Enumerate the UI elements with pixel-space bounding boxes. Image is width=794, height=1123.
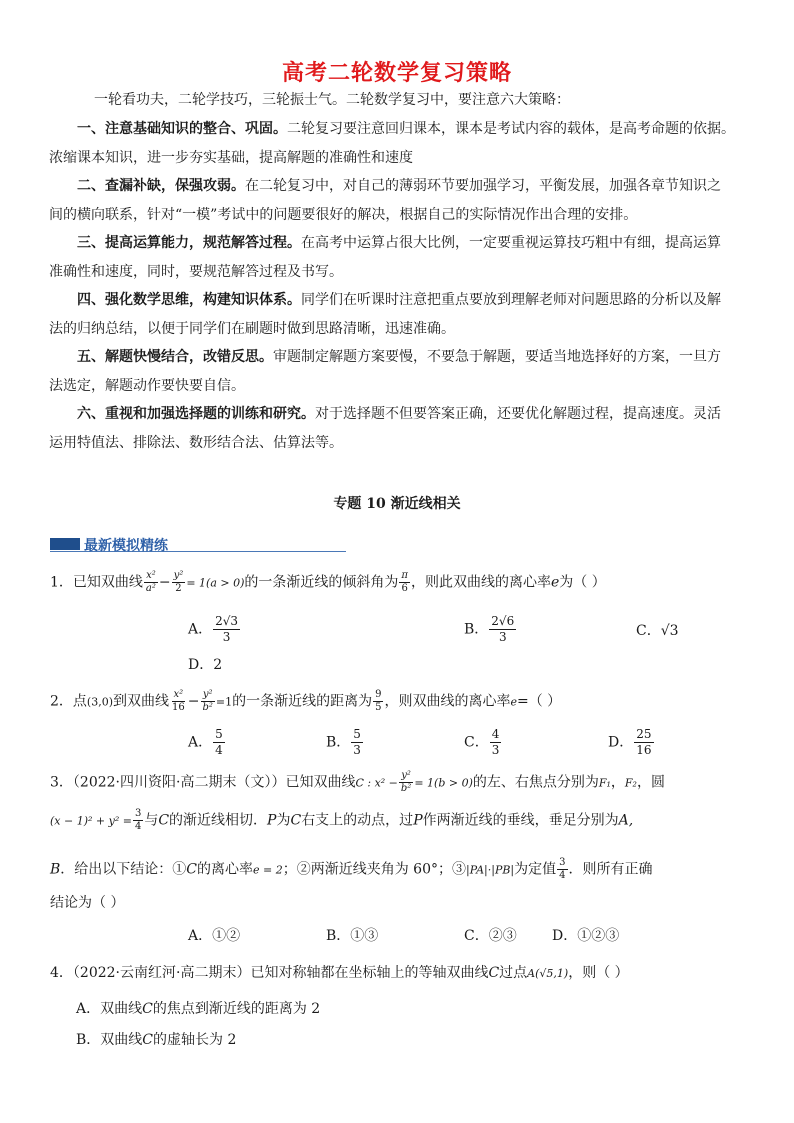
q3-option-c[interactable]: C．②③ [464, 928, 517, 944]
q1-option-c-value: √3 [660, 623, 679, 639]
q3-line1-post: 的左、右焦点分别为 [472, 774, 599, 791]
strategy-6 [49, 400, 749, 457]
q3-is: 为 [276, 812, 291, 829]
q3-line3-c: ；②两渐近线夹角为 60°；③ [282, 861, 466, 878]
q3-F1: F₁ [598, 776, 611, 790]
q1-option-a[interactable] [188, 614, 241, 645]
strategy-2-line2: 间的横向联系，针对“一模”考试中的问题要很好的解决，根据自己的实际情况作出合理的安排。 [49, 206, 638, 223]
strategy-6-line1: 对于选择题不但要答案正确，还要优化解题过程，提高速度。灵活 [315, 406, 721, 422]
strategy-2-line1: 在二轮复习中，对自己的薄弱环节要加强学习，平衡发展，加强各章节知识之 [245, 178, 721, 194]
strategy-5 [49, 343, 749, 400]
q3-line3-d: 为定值 [514, 861, 557, 878]
q3-curve: C : x² − [355, 776, 398, 790]
q1-number: 1． [50, 574, 73, 591]
q4-text2: 过点 [499, 965, 528, 981]
q2-pre: 点 [72, 693, 87, 710]
q2-option-c-value: $\frac{4}{3}$ [491, 727, 500, 757]
q4-number: 4． [50, 965, 73, 981]
q1-option-d[interactable] [188, 654, 222, 674]
q2-post: 的一条渐近线的距离为 [232, 693, 373, 710]
strategy-1-head: 一、注意基础知识的整合、巩固。 [77, 121, 287, 137]
q2-option-d-value: $\frac{25}{16}$ [636, 727, 652, 757]
q4-option-b-text: 的虚轴长为 2 [153, 1032, 237, 1048]
q1-option-c[interactable] [636, 620, 679, 640]
q4-text: 已知对称轴都在坐标轴上的等轴双曲线 [250, 965, 489, 981]
page-title: 高考二轮数学复习策略 [281, 61, 512, 86]
q3-line2-end: 作两渐近线的垂线，垂足分别为 [422, 812, 619, 829]
q1-option-a-value: $\frac{2√3}{3}$ [215, 614, 239, 644]
q2-eq: =1 [215, 695, 233, 709]
q3-comma-1: ， [610, 774, 625, 791]
q4-option-b[interactable] [76, 1029, 236, 1049]
q2-mid: 到双曲线 [113, 693, 169, 710]
q1-option-d-label: D．2 [188, 657, 223, 673]
strategy-2 [49, 172, 749, 229]
q3-option-a[interactable]: A．①② [188, 928, 241, 944]
q2-option-d-label: D． [608, 734, 634, 751]
q1-option-b-value: $\frac{2√6}{3}$ [491, 614, 515, 644]
q2-tail: =（ ） [517, 693, 562, 710]
q2-option-a[interactable] [188, 727, 226, 758]
strategy-2-head: 二、查漏补缺，保强攻弱。 [77, 178, 245, 194]
q2-option-a-value: $\frac{5}{4}$ [215, 727, 223, 757]
q3-P-2: P [413, 812, 423, 829]
strategy-5-line1: 审题制定解题方案要慢，不要急于解题，要适当地选择好的方案，一旦方 [273, 349, 721, 365]
q3-circle: (x − 1)² + y² = [50, 814, 132, 828]
q3-P-1: P [267, 812, 277, 829]
q1-post: 的一条渐近线的倾斜角为 [244, 574, 399, 591]
q1-tail: 为（ ） [559, 574, 606, 591]
q1-option-c-label: C． [636, 623, 661, 639]
strategy-3-head: 三、提高运算能力，规范解答过程。 [77, 235, 301, 251]
q3-line1-tail: ，圆 [636, 774, 665, 791]
intro-text: 一轮看功夫，二轮学技巧，三轮振士气。二轮数学复习中，要注意六大策略： [94, 92, 570, 108]
q2-post2: ，则双曲线的离心率 [384, 693, 511, 710]
q3-option-b[interactable]: B．①③ [326, 928, 379, 944]
strategy-1-line1: 二轮复习要注意回归课本，课本是考试内容的载体，是高考命题的依据。 [287, 121, 735, 137]
topic-title: 专题 10 渐近线相关 [333, 496, 461, 512]
q3-line3-e: ．则所有正确 [568, 861, 653, 878]
q2-frac-y2b2: $\frac{\text{y²}}{\text{b²}}$ [202, 689, 213, 713]
q3-line2-mid: 与 [144, 812, 159, 829]
banner-bar [50, 538, 80, 550]
q3-C-3: C [186, 861, 198, 878]
q4-text3: ，则（ ） [568, 965, 629, 981]
q3-A: A, [618, 812, 634, 829]
q3-C-2: C [290, 812, 302, 829]
q4-point: A(√5,1) [527, 967, 569, 980]
q2-option-c[interactable] [464, 727, 502, 758]
question-3-line-3 [50, 857, 653, 882]
strategy-5-head: 五、解题快慢结合，改错反思。 [77, 349, 273, 365]
question-3-line-2 [50, 808, 633, 833]
question-3-line-1 [50, 770, 665, 795]
q2-option-b-value: $\frac{5}{3}$ [353, 727, 361, 757]
q4-C: C [488, 965, 500, 981]
q3-source: （2022·四川资阳·高二期末（文）） [72, 774, 286, 791]
q3-number: 3． [50, 774, 73, 791]
q1-frac-y22: $\frac{\text{y²}}{2}$ [173, 570, 184, 594]
q2-minus: − [187, 693, 200, 710]
q1-minus: − [158, 574, 171, 591]
q2-option-a-label: A． [188, 734, 213, 751]
q2-frac-x216: $\frac{\text{x²}}{16}$ [172, 689, 185, 713]
strategy-3-line2: 准确性和速度，同时，要规范解答过程及书写。 [49, 263, 343, 280]
q3-C-1: C [158, 812, 170, 829]
q3-line2-tail: 右支上的动点，过 [301, 812, 414, 829]
q1-frac-pi6: $\frac{\pi}{6}$ [401, 570, 408, 594]
q4-option-a-text: 的焦点到渐近线的距离为 2 [152, 1001, 321, 1017]
q4-option-b-label: B．双曲线 [76, 1032, 143, 1048]
q2-option-b[interactable] [326, 727, 364, 758]
q4-option-a[interactable] [76, 998, 320, 1018]
q3-frac-34: $\frac{3}{4}$ [134, 808, 142, 832]
q2-point: (3,0) [86, 695, 113, 709]
q4-option-a-C: C [142, 1001, 153, 1017]
question-2 [50, 689, 561, 714]
q3-line3-a: ．给出以下结论：① [60, 861, 187, 878]
question-3-line-4: 结论为（ ） [50, 895, 125, 911]
q3-eq: = 1(b > 0) [414, 776, 473, 790]
q2-option-d[interactable] [608, 727, 655, 758]
strategy-4-head: 四、强化数学思维，构建知识体系。 [77, 292, 301, 308]
q4-source: （2022·云南红河·高二期末） [72, 965, 251, 981]
q3-line2-post: 的渐近线相切． [169, 812, 268, 829]
question-4 [50, 962, 629, 982]
q1-option-a-label: A． [188, 621, 213, 638]
strategy-3 [49, 229, 749, 286]
q3-e2: e = 2 [253, 863, 283, 877]
question-1 [50, 570, 606, 595]
q3-line1-pre: 已知双曲线 [285, 774, 356, 791]
strategy-4-line1: 同学们在听课时注意把重点要放到理解老师对问题思路的分析以及解 [301, 292, 721, 308]
strategy-1-line2: 浓缩课本知识，进一步夯实基础，提高解题的准确性和速度 [49, 149, 413, 166]
strategy-1 [49, 115, 749, 172]
q3-option-d[interactable]: D．①②③ [552, 928, 620, 944]
strategy-3-line1: 在高考中运算占很大比例，一定要重视运算技巧粗中有细，提高运算 [301, 235, 721, 251]
strategy-6-head: 六、重视和加强选择题的训练和研究。 [77, 406, 315, 422]
q3-B: B [50, 861, 61, 878]
q2-option-c-label: C． [464, 734, 489, 751]
q1-var-e: e [550, 574, 560, 591]
q3-line3-b: 的离心率 [197, 861, 254, 878]
q2-number: 2． [50, 693, 73, 710]
q3-F2: F₂ [624, 776, 637, 790]
strategy-5-line2: 法选定，解题动作要快要自信。 [49, 377, 245, 394]
q4-option-b-C: C [142, 1032, 154, 1048]
strategy-4 [49, 286, 749, 343]
q2-frac-95: $\frac{9}{5}$ [375, 689, 382, 713]
q1-eq: = 1(a > 0) [186, 576, 245, 590]
q1-option-b-label: B． [464, 621, 489, 638]
q2-var-e: e [510, 695, 517, 709]
section-banner [50, 536, 346, 554]
q1-option-b[interactable] [464, 614, 517, 645]
q1-pre: 已知双曲线 [72, 574, 143, 591]
q3-frac-34b: $\frac{3}{4}$ [559, 857, 566, 881]
q4-option-a-label: A．双曲线 [76, 1001, 143, 1017]
q1-frac-x2a2: $\frac{\text{x²}}{\text{a²}}$ [145, 570, 156, 594]
q1-post2: ，则此双曲线的离心率 [410, 574, 551, 591]
banner-label: 最新模拟精练 [84, 538, 168, 554]
q2-option-b-label: B． [326, 734, 351, 751]
q3-PAPB: |PA|·|PB| [466, 863, 515, 877]
strategy-4-line2: 法的归纳总结，以便于同学们在刷题时做到思路清晰，迅速准确。 [49, 320, 455, 337]
strategy-6-line2: 运用特值法、排除法、数形结合法、估算法等。 [49, 434, 343, 451]
q3-frac-y2b2: $\frac{\text{y²}}{\text{b²}}$ [400, 770, 412, 794]
